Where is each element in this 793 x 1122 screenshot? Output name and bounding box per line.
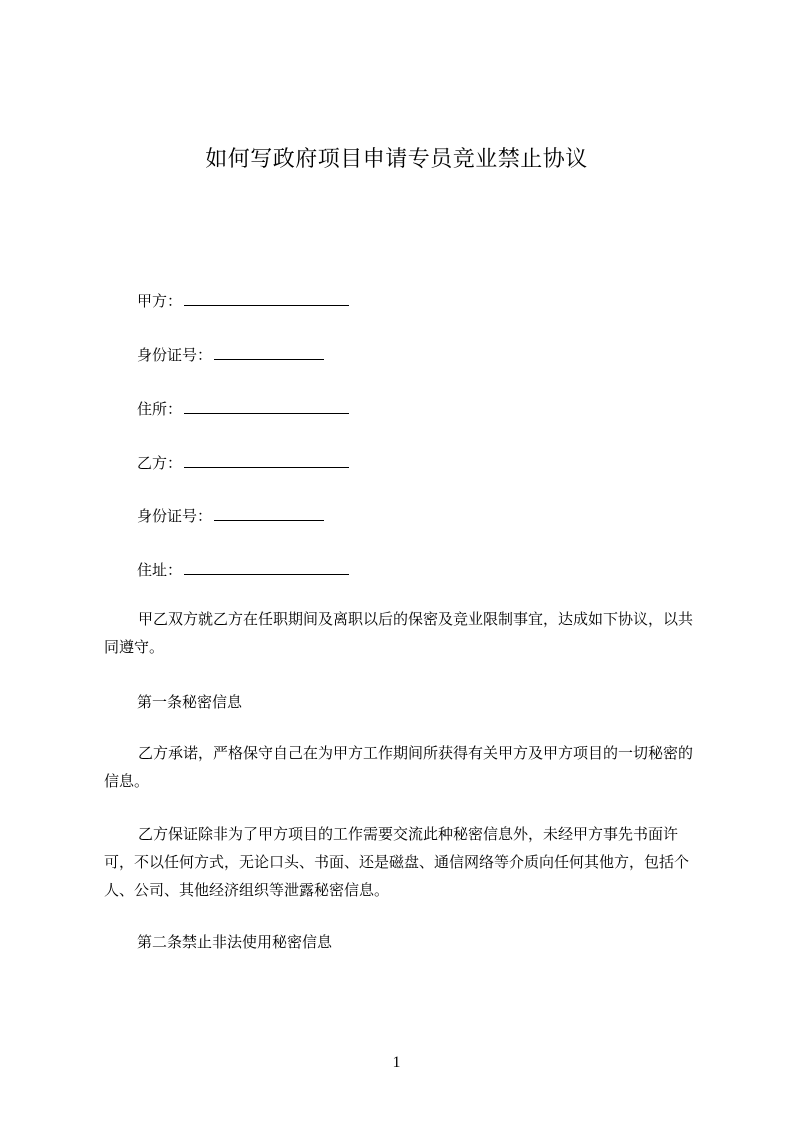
party-a-id-label: 身份证号： <box>137 346 213 364</box>
party-a-label: 甲方： <box>137 292 183 310</box>
article-1-paragraph-2 <box>104 820 700 904</box>
party-b-label: 乙方： <box>137 454 183 472</box>
article-1-heading: 第一条秘密信息 <box>137 693 243 711</box>
article-1-paragraph-2-text: 乙方保证除非为了甲方项目的工作需要交流此种秘密信息外，未经甲方事先书面许可，不以任何方式，无论口头、书面、还是磁盘、通信网络等介质向任何其他方，包括个人、公司、其他经济组织等泄露秘密信息。 <box>104 825 690 899</box>
intro-paragraph <box>104 605 700 661</box>
article-2-heading: 第二条禁止非法使用秘密信息 <box>137 933 333 951</box>
article-1-paragraph-1 <box>104 739 700 795</box>
party-b-address-blank <box>184 560 349 575</box>
party-a-id-field <box>137 344 324 365</box>
party-a-address-blank <box>184 399 349 414</box>
party-b-address-field <box>137 559 349 580</box>
party-b-id-field <box>137 505 324 526</box>
party-a-id-blank <box>214 345 324 360</box>
party-a-blank <box>184 291 349 306</box>
party-b-id-blank <box>214 506 324 521</box>
intro-text: 甲乙双方就乙方在任职期间及离职以后的保密及竞业限制事宜，达成如下协议，以共同遵守。 <box>104 610 694 656</box>
party-b-field <box>137 452 349 473</box>
party-a-field <box>137 290 349 311</box>
party-a-address-label: 住所： <box>137 400 183 418</box>
page-title: 如何写政府项目申请专员竞业禁止协议 <box>205 147 588 172</box>
page-number: 1 <box>392 1054 401 1071</box>
article-1-paragraph-1-text: 乙方承诺，严格保守自己在为甲方工作期间所获得有关甲方及甲方项目的一切秘密的信息。 <box>104 744 694 790</box>
party-a-address-field <box>137 398 349 419</box>
party-b-blank <box>184 453 349 468</box>
party-b-id-label: 身份证号： <box>137 507 213 525</box>
party-b-address-label: 住址： <box>137 561 183 579</box>
